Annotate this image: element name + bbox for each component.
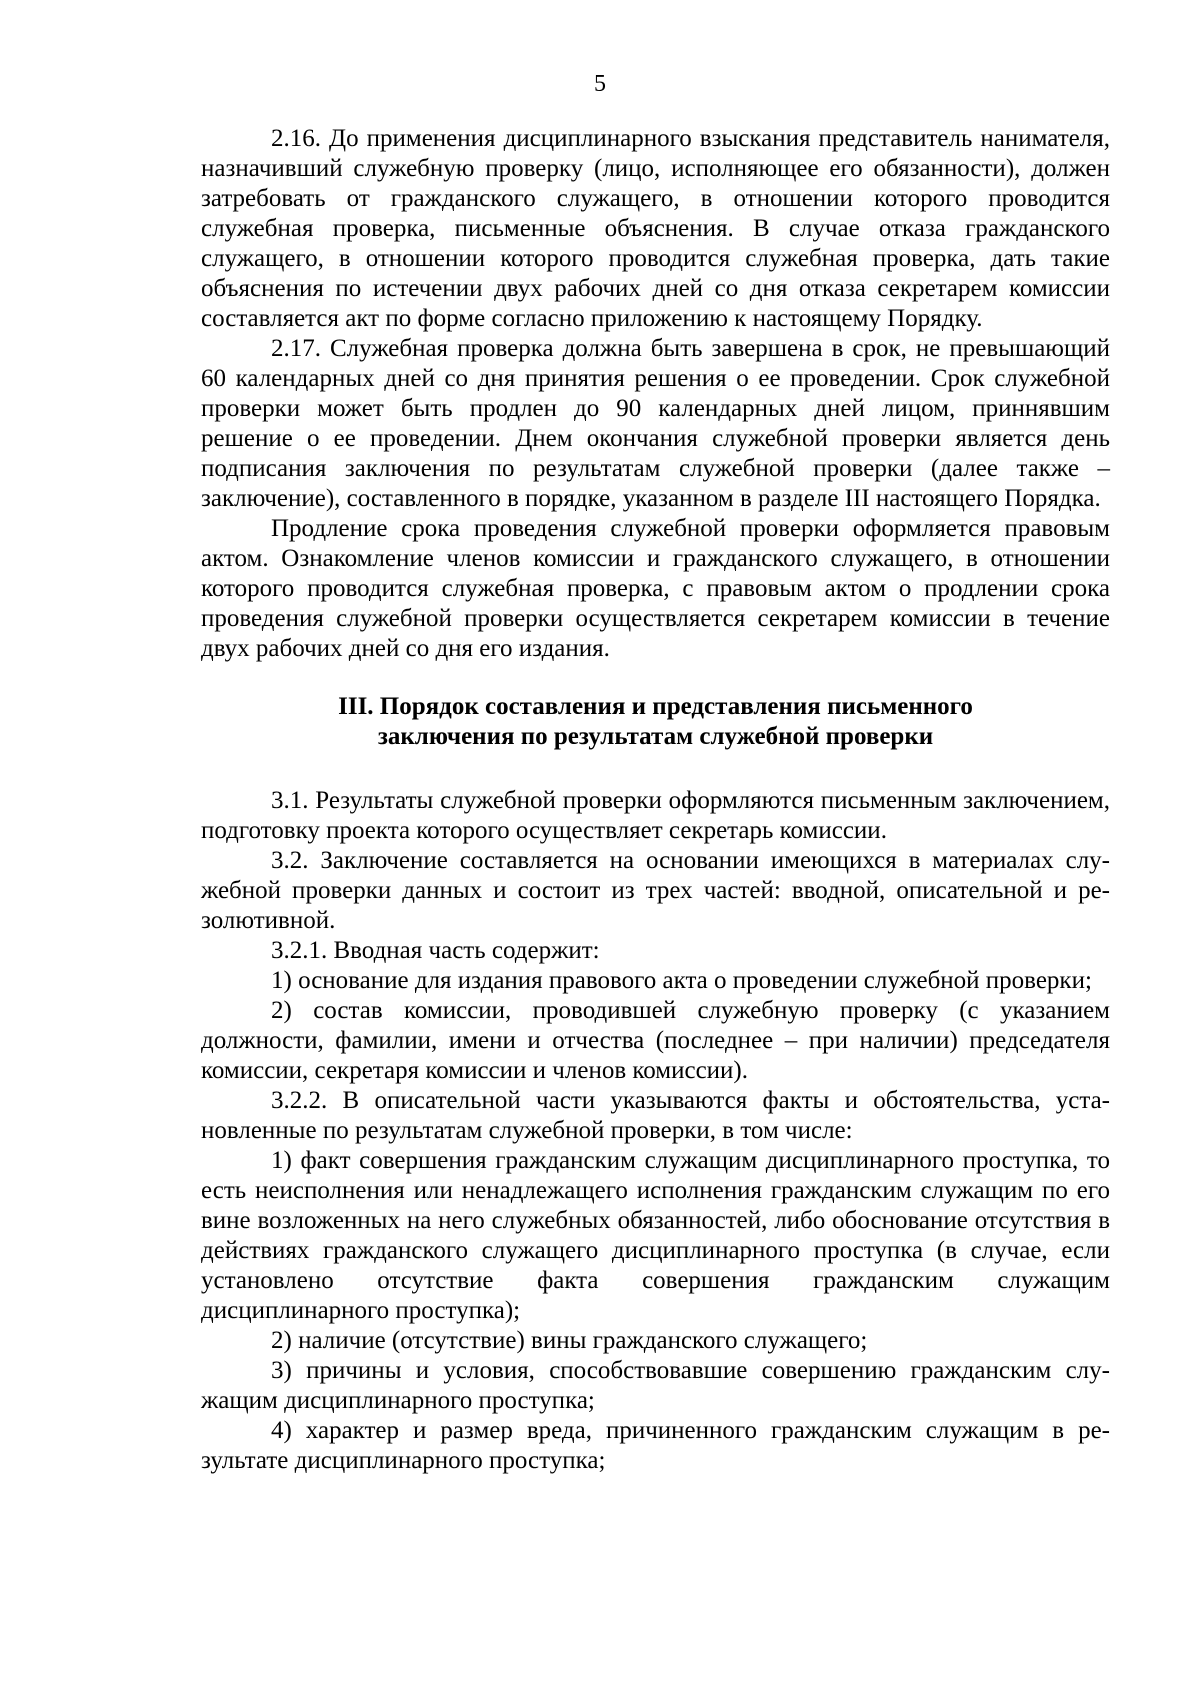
list-item-descriptive-2: 2) наличие (отсутствие) вины гражданского служащего; <box>271 1327 868 1354</box>
paragraph-3-2-1: 3.2.1. Вводная часть содержит: <box>271 937 600 964</box>
paragraph-2-16: 2.16. До применения дисциплинарного взыскания представитель нанимателя, назначивший служебную проверку (лицо, исполняющее его обязанности), должен затребовать от гражданского служащего, в отношении которого проводится служебная проверка, письменные объяснения. В случае отказа гражданского служащего, в отношении которого проводится служебная проверка, дать такие объяснения по истечении двух рабочих дней со дня отказа секретарем комиссии составляется акт по форме согласно приложению к настоящему Порядку. <box>201 125 1110 332</box>
paragraph-3-2: 3.2. Заключение составляется на основании имеющихся в материалах служебной проверки данных и состоит из трех частей: вводной, описательной и резолютивной. <box>201 847 1110 934</box>
paragraph-3-1: 3.1. Результаты служебной проверки оформляются письменным заключением, подготовку проекта которого осуществляет секретарь комиссии. <box>201 787 1110 844</box>
paragraph-2-17: 2.17. Служебная проверка должна быть завершена в срок, не превышающий 60 календарных дней со дня принятия решения о ее проведении. Срок служебной проверки может быть продлен до 90 календарных дней лицом, приннявшим решение о ее проведении. Днем окончания служебной проверки является день подписания заключения по результатам служебной проверки (далее также – заключение), составленного в порядке, указанном в разделе III настоящего Порядка. <box>201 335 1110 512</box>
paragraph-extension: Продление срока проведения служебной проверки оформляется правовым актом. Ознакомление членов комиссии и гражданского служащего, в отношении которого проводится служебная проверка, с правовым актом о продлении срока проведения служебной проверки осуществляется секретарем комиссии в течение двух рабочих дней со дня его издания. <box>201 515 1110 662</box>
list-item-descriptive-4: 4) характер и размер вреда, причиненного гражданским служащим в результате дисциплинарного проступка; <box>201 1417 1110 1474</box>
section-heading-line-2: заключения по результатам служебной проверки <box>377 723 934 750</box>
list-item-descriptive-1: 1) факт совершения гражданским служащим дисциплинарного проступка, то есть неисполнения или ненадлежащего исполнения гражданским служащим по его вине возложенных на него служебных обязанностей, либо обоснование отсутствия в действиях гражданского служащего дисциплинарного проступка (в случае, если установлено отсутствие факта совершения гражданским служащим дисциплинарного проступка); <box>201 1147 1110 1324</box>
section-heading <box>201 692 1110 752</box>
document-body <box>201 124 1110 1476</box>
list-item-descriptive-3: 3) причины и условия, способствовавшие совершению гражданским служащим дисциплинарного проступка; <box>201 1357 1110 1414</box>
list-item-intro-2: 2) состав комиссии, проводившей служебную проверку (с указанием должности, фамилии, имени и отчества (последнее – при наличии) председателя комиссии, секретаря комиссии и членов комиссии). <box>201 997 1110 1084</box>
page-number: 5 <box>594 71 606 97</box>
section-heading-line-1: III. Порядок составления и представления письменного <box>338 693 973 720</box>
paragraph-3-2-2: 3.2.2. В описательной части указываются факты и обстоятельства, установленные по результатам служебной проверки, в том числе: <box>201 1087 1110 1144</box>
list-item-intro-1: 1) основание для издания правового акта о проведении служебной проверки; <box>271 967 1092 994</box>
